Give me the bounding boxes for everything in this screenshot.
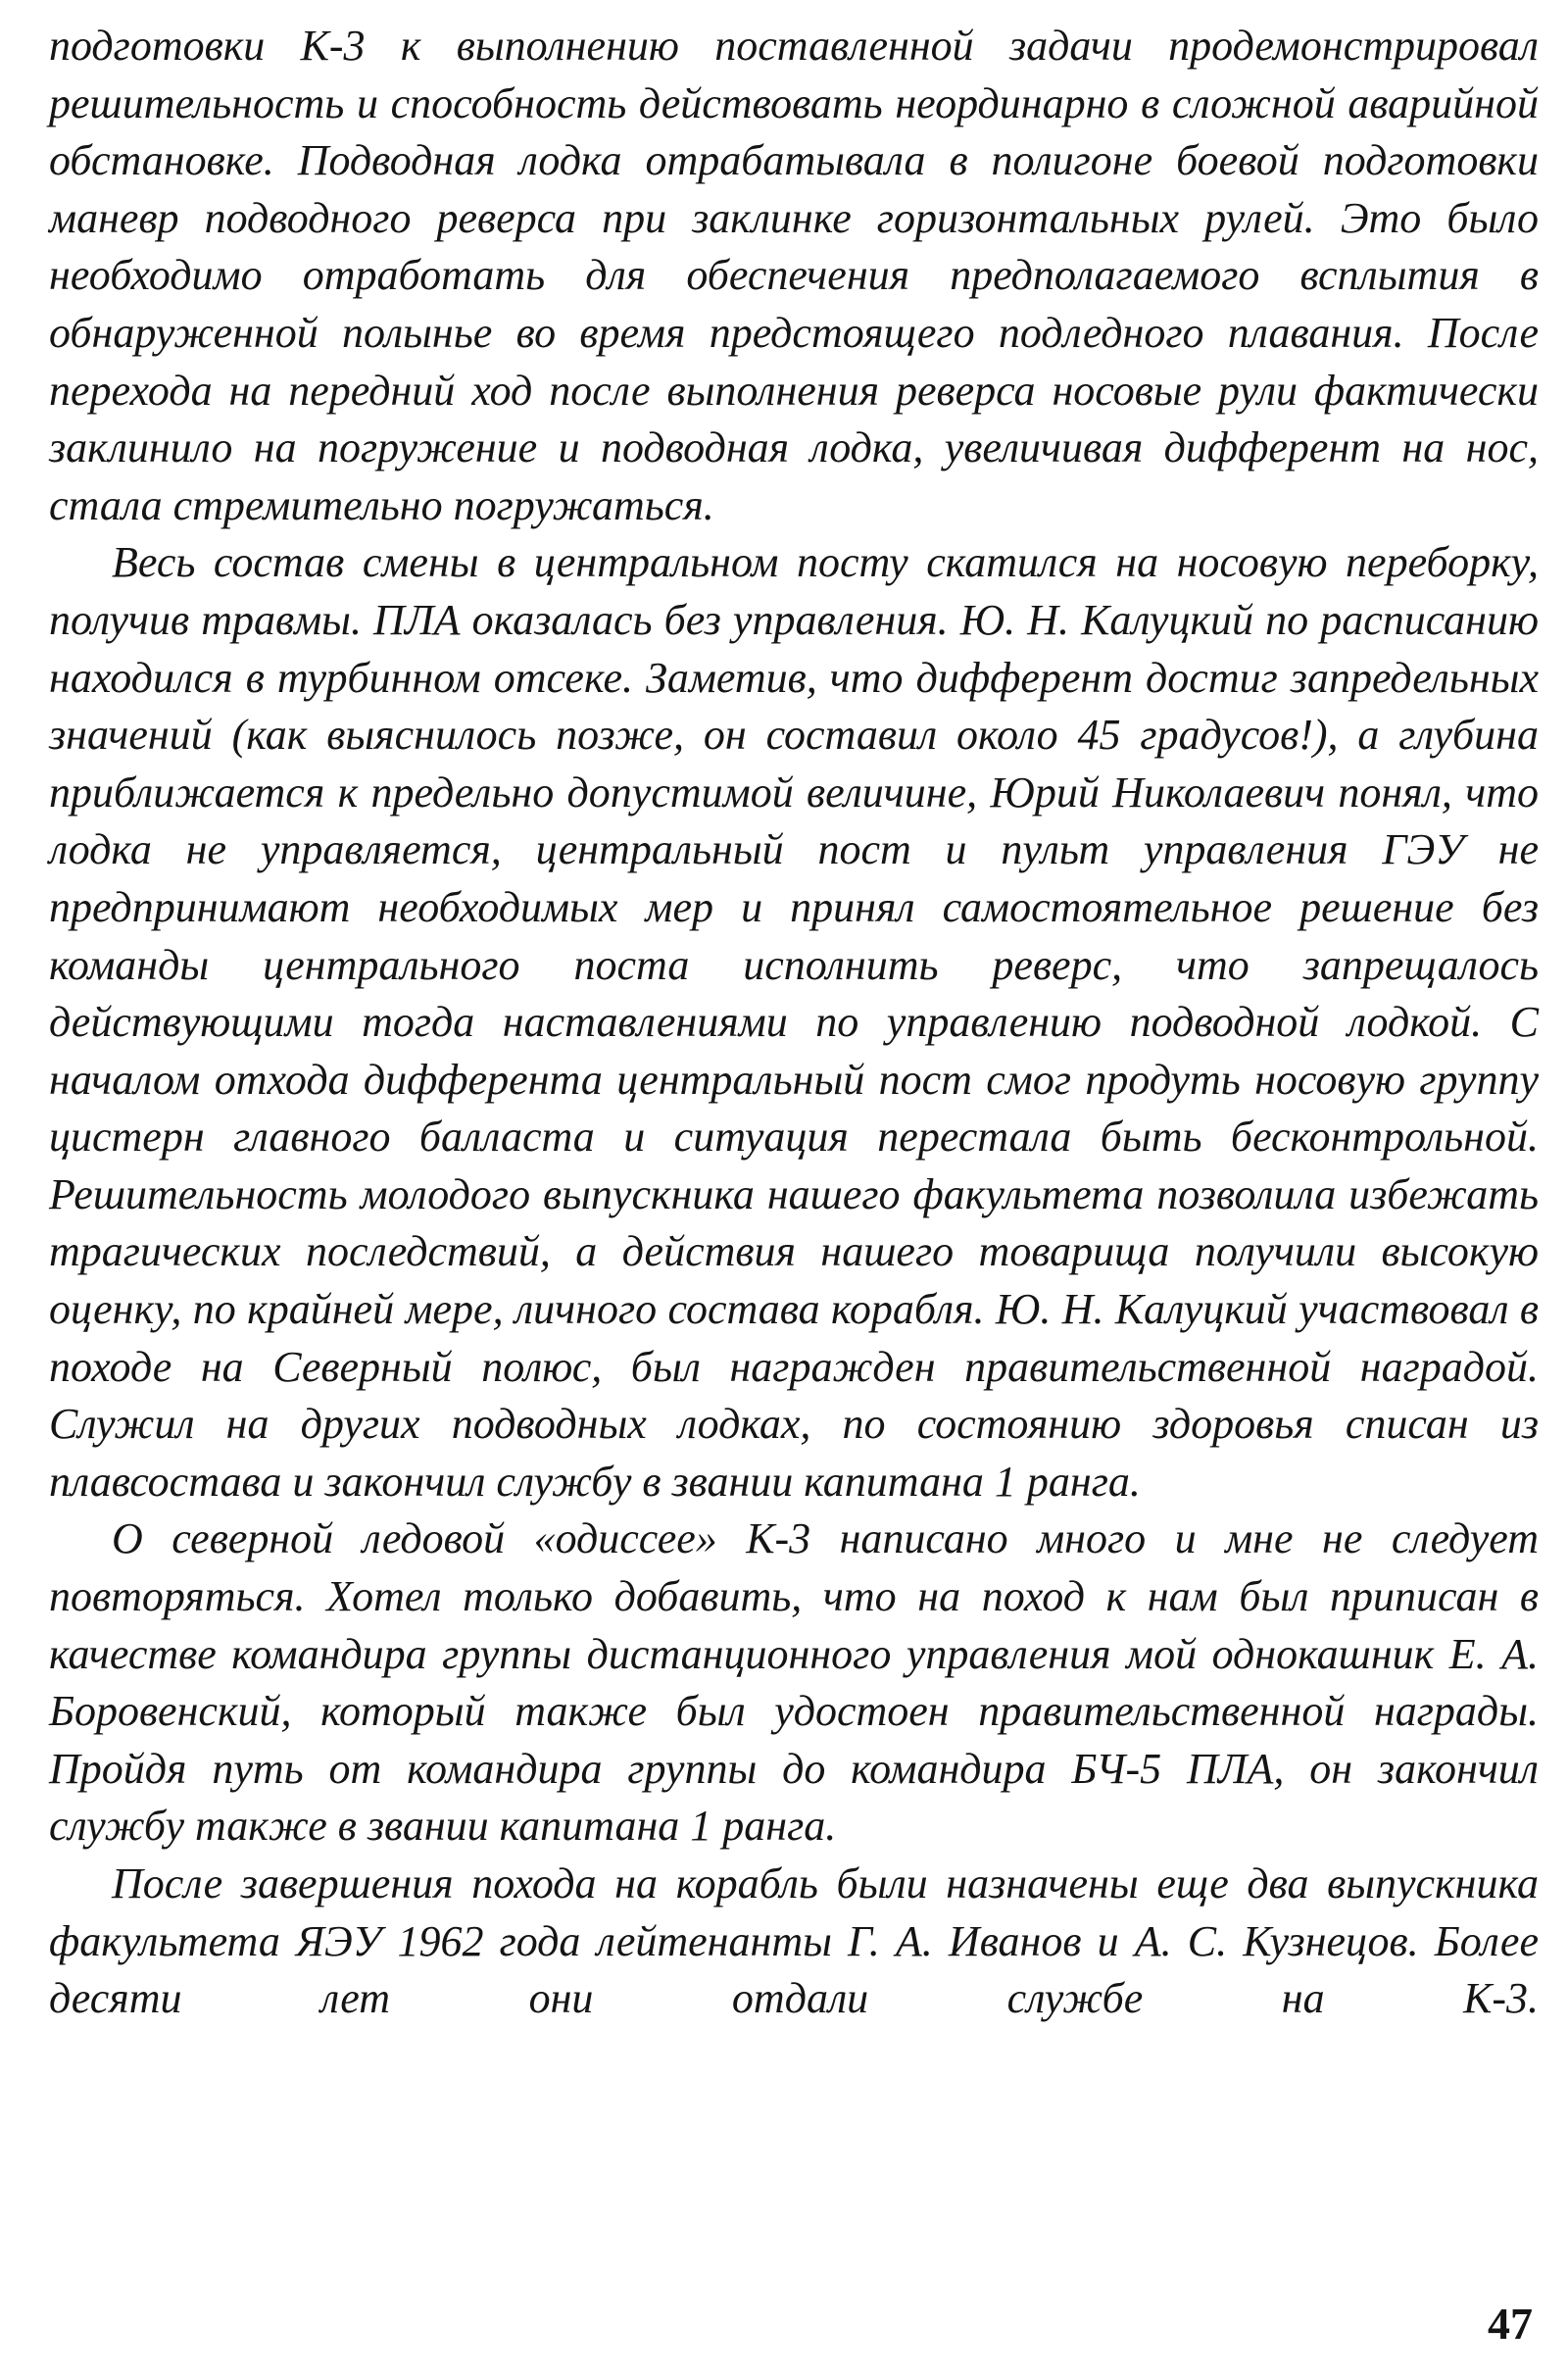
paragraph-after-campaign: После завершения похода на корабль были назначены еще два выпускника факультета ЯЭУ 1962 года лейтенанты Г. А. Иванов и А. С. Кузнецов. Более десяти лет они отдали службе на К-3. <box>49 1859 1539 2023</box>
paragraph-incident: Весь состав смены в центральном посту скатился на носовую переборку, получив травмы. ПЛА оказалась без управления. Ю. Н. Калуцкий по расписанию находился в турбинном отсеке. Заметив, что дифферент достиг запредельных значений (как выяснилось позже, он составил около 45 градусов!), а глубина приближается к предельно допустимой величине, Юрий Николаевич понял, что лодка не управляется, центральный пост и пульт управления ГЭУ не предпринимают необходимых мер и принял самостоятельное решение без команды центрального поста исполнить реверс, что запрещалось действующими тогда наставлениями по управлению подводной лодкой. С началом отхода дифферента центральный пост смог продуть носовую группу цистерн главного балласта и ситуация перестала быть бесконтрольной. Решительность молодого выпускника нашего факультета позволила избежать трагических последствий, а действия нашего товарища получили высокую оценку, по крайней мере, личного состава корабля. Ю. Н. Калуцкий участвовал в походе на Северный полюс, был награжден правительственной наградой. Служил на других подводных лодках, по состоянию здоровья списан из плавсостава и закончил службу в звании капитана 1 ранга. <box>49 538 1539 1506</box>
page-number: 47 <box>1488 2299 1533 2349</box>
paragraph-continuation: подготовки К-3 к выполнению поставленной задачи продемонстрировал решительность и способность действовать неординарно в сложной аварийной обстановке. Подводная лодка отрабатывала в полигоне боевой подготовки маневр подводного реверса при заклинке горизонтальных рулей. Это было необходимо отработать для обеспечения предполагаемого всплытия в обнаруженной полынье во время предстоящего подледного плавания. После перехода на передний ход после выполнения реверса носовые рули фактически заклинило на погружение и подводная лодка, увеличивая дифферент на нос, стала стремительно погружаться. <box>49 22 1539 529</box>
paragraph-odyssey: О северной ледовой «одиссее» К-3 написано много и мне не следует повторяться. Хотел только добавить, что на поход к нам был приписан в качестве командира группы дистанционного управления мой однокашник Е. А. Боровенский, который также был удостоен правительственной награды. Пройдя путь от командира группы до командира БЧ-5 ПЛА, он закончил службу также в звании капитана 1 ранга. <box>49 1514 1539 1851</box>
book-page <box>49 18 1539 2351</box>
